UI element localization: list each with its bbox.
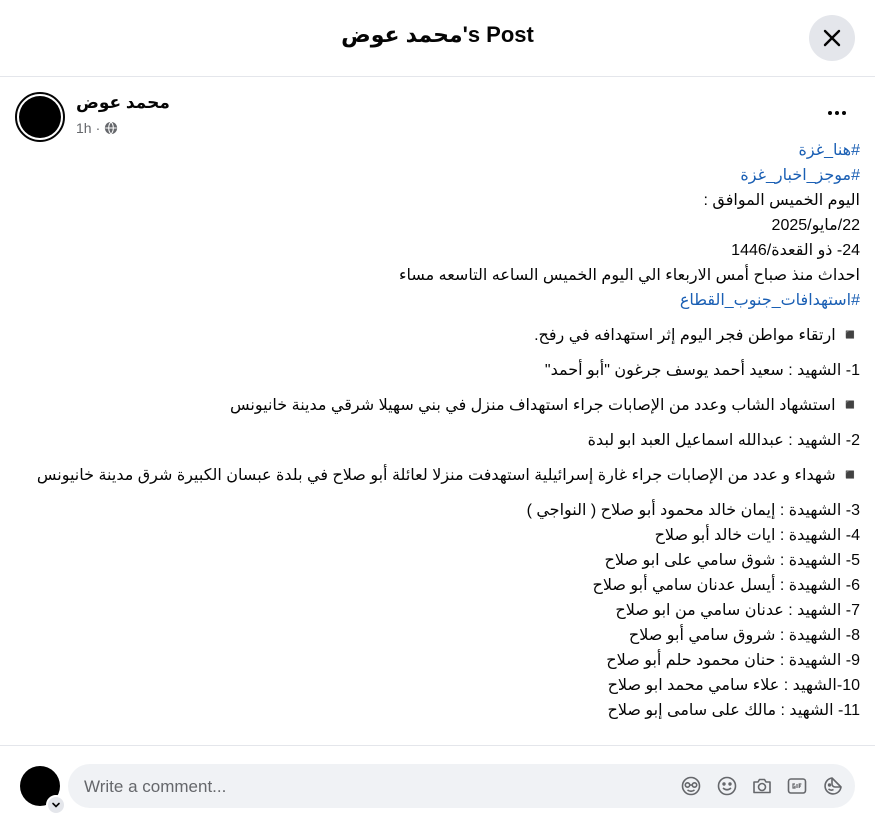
avatar-sticker-button[interactable]: [680, 775, 702, 797]
profile-switch-button[interactable]: [46, 795, 66, 815]
martyr-line: 3- الشهيدة : إيمان خالد محمود أبو صلاح ( النواجي ): [526, 502, 860, 519]
martyr-line: 7- الشهيد : عدنان سامي من ابو صلاح: [615, 602, 860, 619]
post-paragraph: ◾️ شهداء و عدد من الإصابات جراء غارة إسرائيلية استهدفت منزلا لعائلة أبو صلاح في بلدة عبسان الكبيرة شرق مدينة خانيونس: [36, 467, 860, 484]
emoji-button[interactable]: [716, 775, 738, 797]
post-dialog-header: [0, 0, 875, 77]
post-paragraph: 1- الشهيد : سعيد أحمد يوسف جرغون "أبو أحمد": [544, 362, 860, 379]
post-text: [20, 138, 860, 744]
author-avatar[interactable]: [15, 92, 65, 142]
martyr-line: 10-الشهيد : علاء سامي محمد ابو صلاح: [607, 677, 860, 694]
post-time[interactable]: 1h: [76, 120, 92, 136]
hashtag-link[interactable]: #هنا_غزة: [798, 142, 860, 159]
more-options-button[interactable]: [822, 98, 852, 128]
close-icon: [822, 28, 842, 48]
post-line: 24- ذو القعدة/1446: [731, 242, 860, 259]
sticker-button[interactable]: [822, 775, 844, 797]
martyr-line: 8- الشهيدة : شروق سامي أبو صلاح: [628, 627, 860, 644]
hashtag-link[interactable]: #استهدافات_جنوب_القطاع: [679, 292, 860, 309]
post-paragraph: ◾️ ارتقاء مواطن فجر اليوم إثر استهدافه في رفح.: [534, 327, 860, 344]
hashtag-link[interactable]: #موجز_اخبار_غزة: [740, 167, 860, 184]
martyr-line: 11- الشهيد : مالك على سامى إبو صلاح: [607, 702, 860, 719]
martyr-line: 9- الشهيدة : حنان محمود حلم أبو صلاح: [606, 652, 860, 669]
post-meta: [76, 120, 118, 136]
martyr-line: 6- الشهيدة : أيسل عدنان سامي أبو صلاح: [592, 577, 860, 594]
gif-icon: [786, 775, 808, 797]
post-paragraph: 2- الشهيد : عبدالله اسماعيل العبد ابو لبدة: [587, 432, 860, 449]
globe-icon[interactable]: [104, 121, 118, 135]
martyr-line: 5- الشهيدة : شوق سامي على ابو صلاح: [604, 552, 860, 569]
camera-button[interactable]: [751, 775, 773, 797]
post-line: 22/مايو/2025: [771, 217, 860, 234]
comment-composer: [68, 764, 855, 808]
comment-divider: [0, 745, 875, 746]
post-line: احداث منذ صباح أمس الاربعاء الي اليوم الخميس الساعه التاسعه مساء: [398, 267, 860, 284]
comment-input[interactable]: [82, 764, 646, 810]
meta-separator: ·: [95, 120, 101, 136]
more-options-icon: [828, 111, 832, 115]
camera-icon: [751, 775, 773, 797]
avatar-sticker-icon: [680, 775, 702, 797]
post-line: اليوم الخميس الموافق :: [703, 192, 860, 209]
post-paragraph: ◾️ استشهاد الشاب وعدد من الإصابات جراء استهداف منزل في بني سهيلا شرقي مدينة خانيونس: [230, 397, 860, 414]
sticker-icon: [822, 775, 844, 797]
close-button[interactable]: [809, 15, 855, 61]
emoji-icon: [716, 775, 738, 797]
martyr-line: 4- الشهيدة : ايات خالد أبو صلاح: [654, 527, 860, 544]
chevron-down-icon: [51, 800, 61, 810]
dialog-title: محمد عوض's Post: [341, 22, 534, 47]
author-name[interactable]: محمد عوض: [76, 93, 170, 112]
gif-button[interactable]: [786, 775, 808, 797]
